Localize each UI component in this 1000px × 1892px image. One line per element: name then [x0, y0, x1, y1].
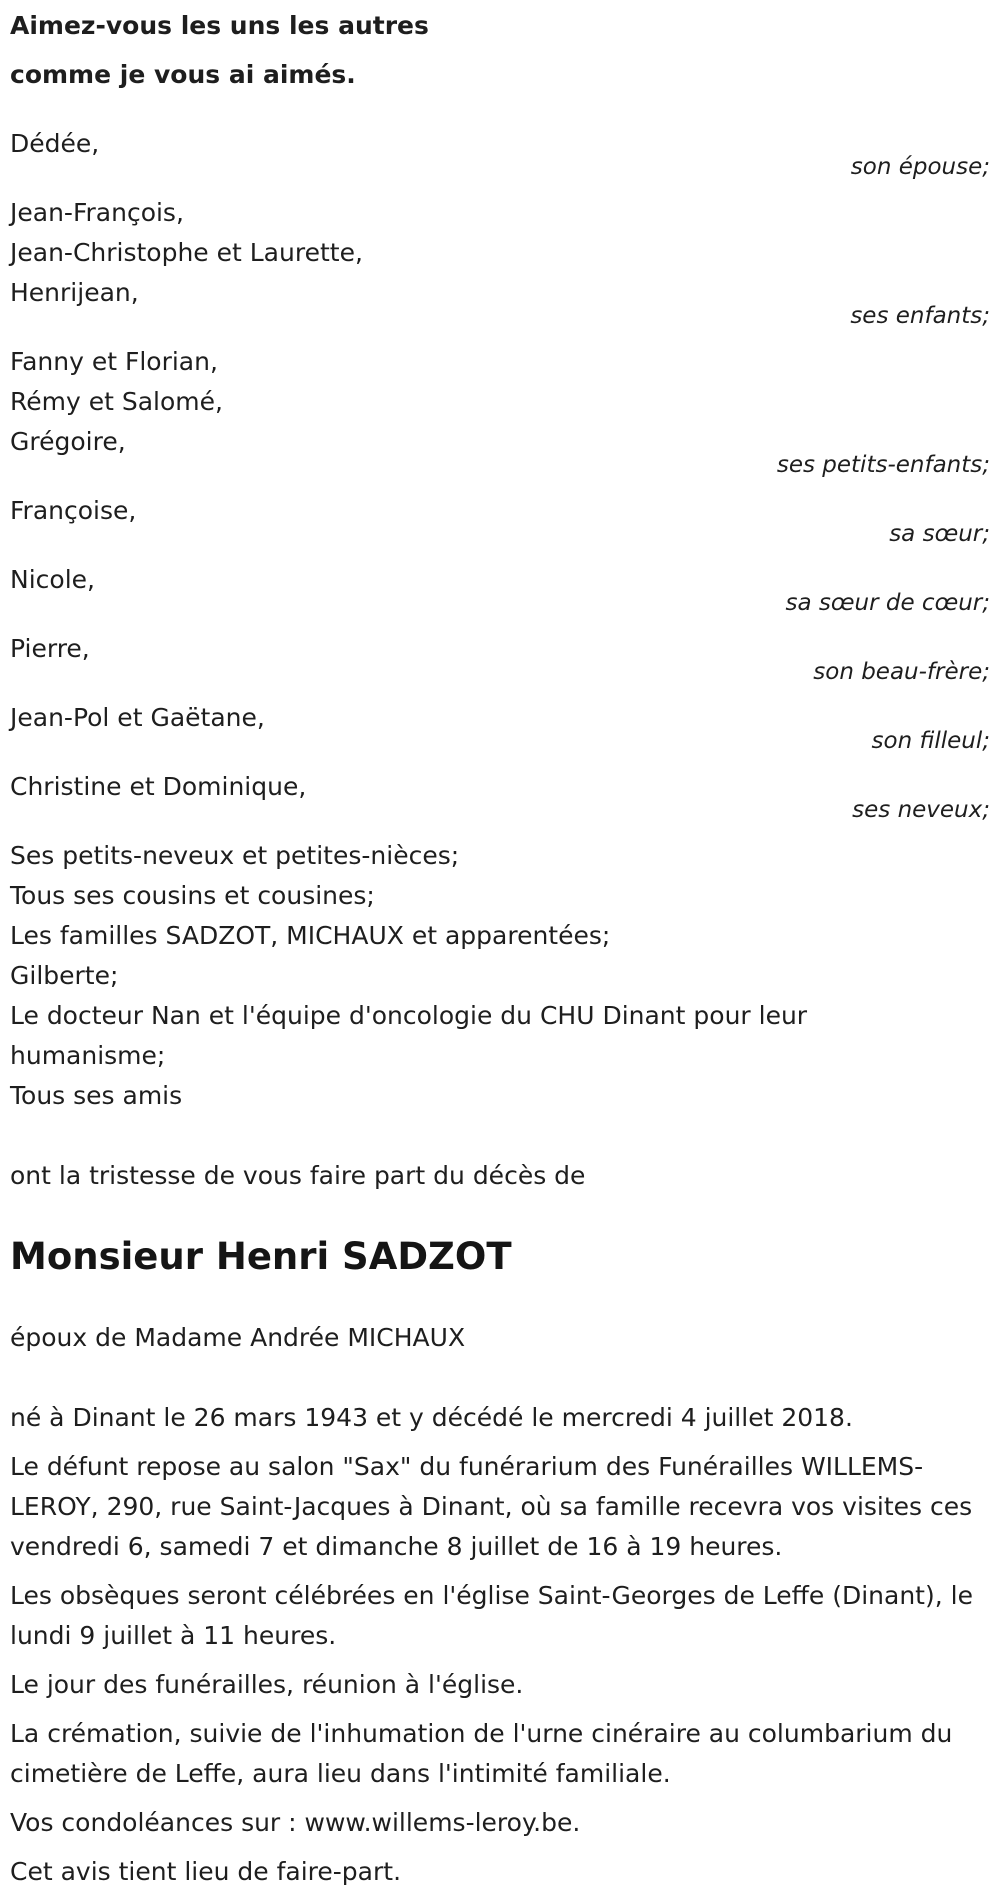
- family-role: son épouse;: [850, 154, 990, 180]
- announcement-text: ont la tristesse de vous faire part du décès de: [10, 1161, 586, 1190]
- obituary-notice: [0, 1, 1000, 1886]
- family-role: son beau-frère;: [813, 659, 990, 685]
- family-name: Jean-François,: [10, 198, 184, 227]
- family-name: Grégoire,: [10, 427, 126, 456]
- mourner-line: Le docteur Nan et l'équipe d'oncologie du CHU Dinant pour leur: [10, 1001, 808, 1030]
- funeral-details: [10, 1398, 990, 1892]
- family-name: Françoise,: [10, 496, 137, 525]
- family-name: Jean-Christophe et Laurette,: [10, 238, 363, 267]
- family-name: Nicole,: [10, 565, 95, 594]
- family-name: Henrijean,: [10, 278, 139, 307]
- family-group-grandchildren: [10, 342, 990, 478]
- family-role: ses neveux;: [852, 797, 990, 823]
- birth-death-paragraph: né à Dinant le 26 mars 1943 et y décédé le mercredi 4 juillet 2018.: [10, 1403, 853, 1432]
- family-group-children: [10, 193, 990, 329]
- bible-quote: [10, 1, 990, 99]
- family-name: Rémy et Salomé,: [10, 387, 223, 416]
- family-role: ses petits-enfants;: [776, 452, 990, 478]
- family-role: sa sœur;: [889, 521, 990, 547]
- mourner-line: Ses petits-neveux et petites-nièces;: [10, 841, 460, 870]
- family-role: son filleul;: [871, 728, 990, 754]
- family-role: ses enfants;: [850, 303, 990, 329]
- mourner-line: humanisme;: [10, 1041, 166, 1070]
- family-role: sa sœur de cœur;: [785, 590, 990, 616]
- viewing-paragraph: Le défunt repose au salon "Sax" du funérarium des Funérailles WILLEMS-LEROY, 290, rue Saint-Jacques à Dinant, où sa famille recevra vos visites ces vendredi 6, samedi 7 et dimanche 8 juillet de 16 à 19 heures.: [10, 1452, 973, 1561]
- mourner-line: Gilberte;: [10, 961, 119, 990]
- closing-paragraph: Cet avis tient lieu de faire-part.: [10, 1857, 402, 1886]
- family-group-sister: [10, 491, 990, 547]
- spouse-line: époux de Madame Andrée MICHAUX: [10, 1323, 466, 1352]
- family-list: [10, 124, 990, 823]
- family-group-nephews: [10, 767, 990, 823]
- family-name: Jean-Pol et Gaëtane,: [10, 703, 265, 732]
- family-group-brother-in-law: [10, 629, 990, 685]
- quote-line-1: Aimez-vous les uns les autres: [10, 11, 429, 40]
- condolences-paragraph: Vos condoléances sur : www.willems-leroy.be.: [10, 1808, 581, 1837]
- family-name: Fanny et Florian,: [10, 347, 218, 376]
- deceased-name: Monsieur Henri SADZOT: [10, 1235, 512, 1278]
- mourner-line: Tous ses cousins et cousines;: [10, 881, 375, 910]
- mourner-line: Tous ses amis: [10, 1081, 183, 1110]
- quote-line-2: comme je vous ai aimés.: [10, 60, 356, 89]
- funeral-service-paragraph: Les obsèques seront célébrées en l'église Saint-Georges de Leffe (Dinant), le lundi 9 juillet à 11 heures.: [10, 1581, 973, 1650]
- mourner-line: Les familles SADZOT, MICHAUX et apparentées;: [10, 921, 611, 950]
- other-mourners: [10, 836, 990, 1116]
- family-group-godson: [10, 698, 990, 754]
- cremation-paragraph: La crémation, suivie de l'inhumation de l'urne cinéraire au columbarium du cimetière de Leffe, aura lieu dans l'intimité familiale.: [10, 1719, 953, 1788]
- meeting-paragraph: Le jour des funérailles, réunion à l'église.: [10, 1670, 524, 1699]
- family-name: Christine et Dominique,: [10, 772, 307, 801]
- family-name: Pierre,: [10, 634, 90, 663]
- family-group-heart-sister: [10, 560, 990, 616]
- family-name: Dédée,: [10, 129, 100, 158]
- family-group-spouse: [10, 124, 990, 180]
